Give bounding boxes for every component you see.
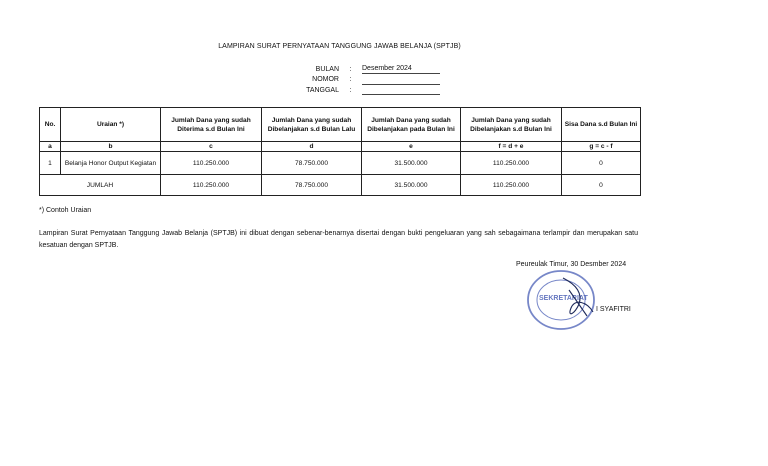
header-cell: Jumlah Dana yang sudah Diterima s.d Bulan Ini	[161, 108, 262, 142]
meta-colon: :	[349, 65, 352, 73]
cell-value: 110.250.000	[161, 152, 262, 175]
table-row	[40, 152, 641, 175]
meta-value	[362, 75, 440, 85]
document-title: LAMPIRAN SURAT PERNYATAAN TANGGUNG JAWAB BELANJA (SPTJB)	[218, 43, 461, 50]
code-cell: a	[40, 142, 61, 152]
code-cell: g = c - f	[562, 142, 641, 152]
header-cell: Jumlah Dana yang sudah Dibelanjakan s.d Bulan Lalu	[262, 108, 362, 142]
code-cell: c	[161, 142, 262, 152]
header-cell: Jumlah Dana yang sudah Dibelanjakan pada Bulan Ini	[362, 108, 461, 142]
cell-value: 31.500.000	[362, 152, 461, 175]
stamp-text: SEKRETARIAT	[539, 295, 588, 302]
statement-paragraph: Lampiran Surat Pernyataan Tanggung Jawab Belanja (SPTJB) ini dibuat dengan sebenar-benarnya disertai dengan bukti pengeluaran yang sah sebagaimana terlampir dan merupakan satu kesatuan dengan SPTJB.	[39, 230, 638, 249]
header-cell: Sisa Dana s.d Bulan Ini	[562, 108, 641, 142]
sptjb-table	[39, 107, 641, 196]
cell-no: 1	[40, 152, 61, 175]
signer-name: I SYAFITRI	[596, 306, 631, 313]
table-header-row	[40, 108, 641, 142]
header-cell: No.	[40, 108, 61, 142]
meta-colon: :	[349, 76, 352, 84]
total-value: 110.250.000	[161, 175, 262, 196]
header-cell: Jumlah Dana yang sudah Dibelanjakan s.d Bulan Ini	[461, 108, 562, 142]
meta-label: NOMOR	[312, 76, 339, 84]
cell-uraian: Belanja Honor Output Kegiatan	[61, 152, 161, 175]
meta-value: Desember 2024	[362, 64, 440, 74]
meta-value	[362, 85, 440, 95]
place-date: Peureulak Timur, 30 Desmber 2024	[516, 261, 627, 268]
code-cell: f = d + e	[461, 142, 562, 152]
code-cell: b	[61, 142, 161, 152]
total-value: 31.500.000	[362, 175, 461, 196]
header-cell: Uraian *)	[61, 108, 161, 142]
code-cell: d	[262, 142, 362, 152]
footnote: *) Contoh Uraian	[39, 207, 92, 214]
document-meta	[286, 64, 440, 96]
meta-row-tanggal	[286, 85, 440, 96]
meta-row-bulan	[286, 64, 440, 75]
table-total-row	[40, 175, 641, 196]
cell-value: 110.250.000	[461, 152, 562, 175]
total-label: JUMLAH	[40, 175, 161, 196]
cell-value: 0	[562, 152, 641, 175]
meta-row-nomor	[286, 75, 440, 86]
code-cell: e	[362, 142, 461, 152]
official-stamp	[523, 268, 613, 334]
total-value: 110.250.000	[461, 175, 562, 196]
cell-value: 78.750.000	[262, 152, 362, 175]
table-code-row	[40, 142, 641, 152]
meta-label: TANGGAL	[306, 86, 339, 94]
total-value: 78.750.000	[262, 175, 362, 196]
meta-label: BULAN	[315, 65, 339, 73]
meta-colon: :	[349, 86, 352, 94]
total-value: 0	[562, 175, 641, 196]
